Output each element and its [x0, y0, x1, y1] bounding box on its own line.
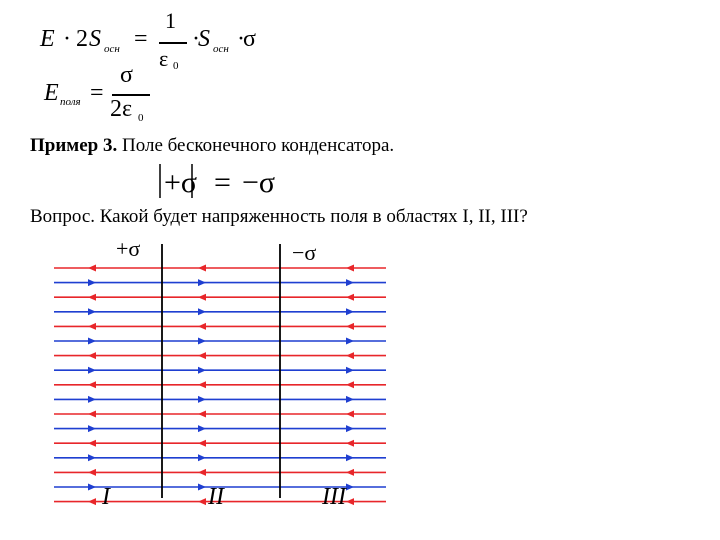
formula-E-subscript: поля	[60, 96, 81, 108]
formula-equals: =	[90, 80, 104, 106]
capacitor-field-diagram	[40, 236, 400, 516]
arrow-left-icon	[346, 352, 354, 359]
example-label: Пример 3.	[30, 135, 118, 156]
arrow-left-icon	[88, 411, 96, 418]
arrow-right-icon	[198, 338, 206, 345]
plus-sigma-text: +σ	[164, 166, 198, 199]
arrow-right-icon	[198, 279, 206, 286]
fraction-denominator: ε	[159, 46, 169, 71]
fraction-denominator-subscript: 0	[173, 60, 179, 72]
region-label-ii: II	[208, 484, 224, 510]
region-label-iii: III	[322, 484, 346, 510]
fraction-numerator: 1	[165, 8, 176, 33]
arrow-right-icon	[88, 454, 96, 461]
arrow-right-icon	[198, 484, 206, 491]
arrow-right-icon	[198, 308, 206, 315]
formula-S: S	[198, 26, 210, 52]
field-lines	[54, 265, 386, 506]
arrow-right-icon	[346, 396, 354, 403]
minus-sigma-text: −σ	[242, 166, 276, 199]
arrow-right-icon	[88, 425, 96, 432]
formula-equals: =	[134, 26, 148, 52]
example-text: Поле бесконечного конденсатора.	[117, 135, 395, 156]
arrow-left-icon	[346, 323, 354, 330]
plates-formula	[150, 160, 310, 202]
example-heading	[30, 135, 394, 157]
arrow-left-icon	[346, 294, 354, 301]
formula-sigma: σ	[243, 26, 256, 52]
arrow-right-icon	[346, 279, 354, 286]
arrow-right-icon	[88, 367, 96, 374]
fraction-denominator-subscript: 0	[138, 112, 144, 124]
arrow-left-icon	[198, 352, 206, 359]
plus-sigma-label: +σ	[116, 236, 141, 261]
arrow-left-icon	[198, 323, 206, 330]
formula-dot: ·	[63, 26, 71, 52]
arrow-right-icon	[198, 425, 206, 432]
arrow-left-icon	[198, 440, 206, 447]
arrow-left-icon	[346, 469, 354, 476]
formula-dot: ·	[192, 26, 200, 52]
arrow-left-icon	[88, 381, 96, 388]
arrow-right-icon	[88, 279, 96, 286]
arrow-left-icon	[88, 294, 96, 301]
arrow-left-icon	[88, 265, 96, 272]
arrow-right-icon	[198, 396, 206, 403]
equals-text: =	[214, 166, 231, 199]
question-text: Вопрос. Какой будет напряженность поля в областях I, II, III?	[30, 206, 528, 227]
arrow-left-icon	[198, 265, 206, 272]
formula-field	[44, 64, 204, 124]
arrow-right-icon	[88, 396, 96, 403]
formula-S: S	[89, 26, 101, 52]
arrow-right-icon	[346, 484, 354, 491]
fraction-denominator: 2ε	[110, 96, 133, 122]
arrow-left-icon	[198, 294, 206, 301]
arrow-left-icon	[88, 352, 96, 359]
arrow-left-icon	[198, 411, 206, 418]
arrow-left-icon	[346, 381, 354, 388]
arrow-right-icon	[346, 308, 354, 315]
formula-E: E	[40, 26, 55, 52]
arrow-left-icon	[346, 411, 354, 418]
arrow-left-icon	[88, 498, 96, 505]
arrow-left-icon	[198, 469, 206, 476]
arrow-left-icon	[88, 323, 96, 330]
formula-S-subscript: осн	[213, 43, 229, 55]
arrow-left-icon	[346, 265, 354, 272]
arrow-right-icon	[346, 425, 354, 432]
arrow-right-icon	[88, 484, 96, 491]
arrow-left-icon	[346, 498, 354, 505]
arrow-right-icon	[346, 367, 354, 374]
arrow-right-icon	[346, 338, 354, 345]
arrow-left-icon	[88, 440, 96, 447]
arrow-left-icon	[346, 440, 354, 447]
arrow-right-icon	[198, 367, 206, 374]
fraction-numerator: σ	[120, 62, 133, 88]
arrow-right-icon	[88, 308, 96, 315]
arrow-right-icon	[198, 454, 206, 461]
minus-sigma-label: −σ	[292, 240, 317, 265]
formula-E: E	[44, 80, 59, 106]
formula-two: 2	[76, 26, 88, 52]
arrow-left-icon	[198, 498, 206, 505]
formula-dot: ·	[237, 26, 245, 52]
arrow-right-icon	[346, 454, 354, 461]
fraction-bar	[159, 42, 187, 44]
formula-S-subscript: осн	[104, 43, 120, 55]
arrow-left-icon	[198, 381, 206, 388]
region-label-i: I	[102, 484, 110, 510]
arrow-right-icon	[88, 338, 96, 345]
arrow-left-icon	[88, 469, 96, 476]
